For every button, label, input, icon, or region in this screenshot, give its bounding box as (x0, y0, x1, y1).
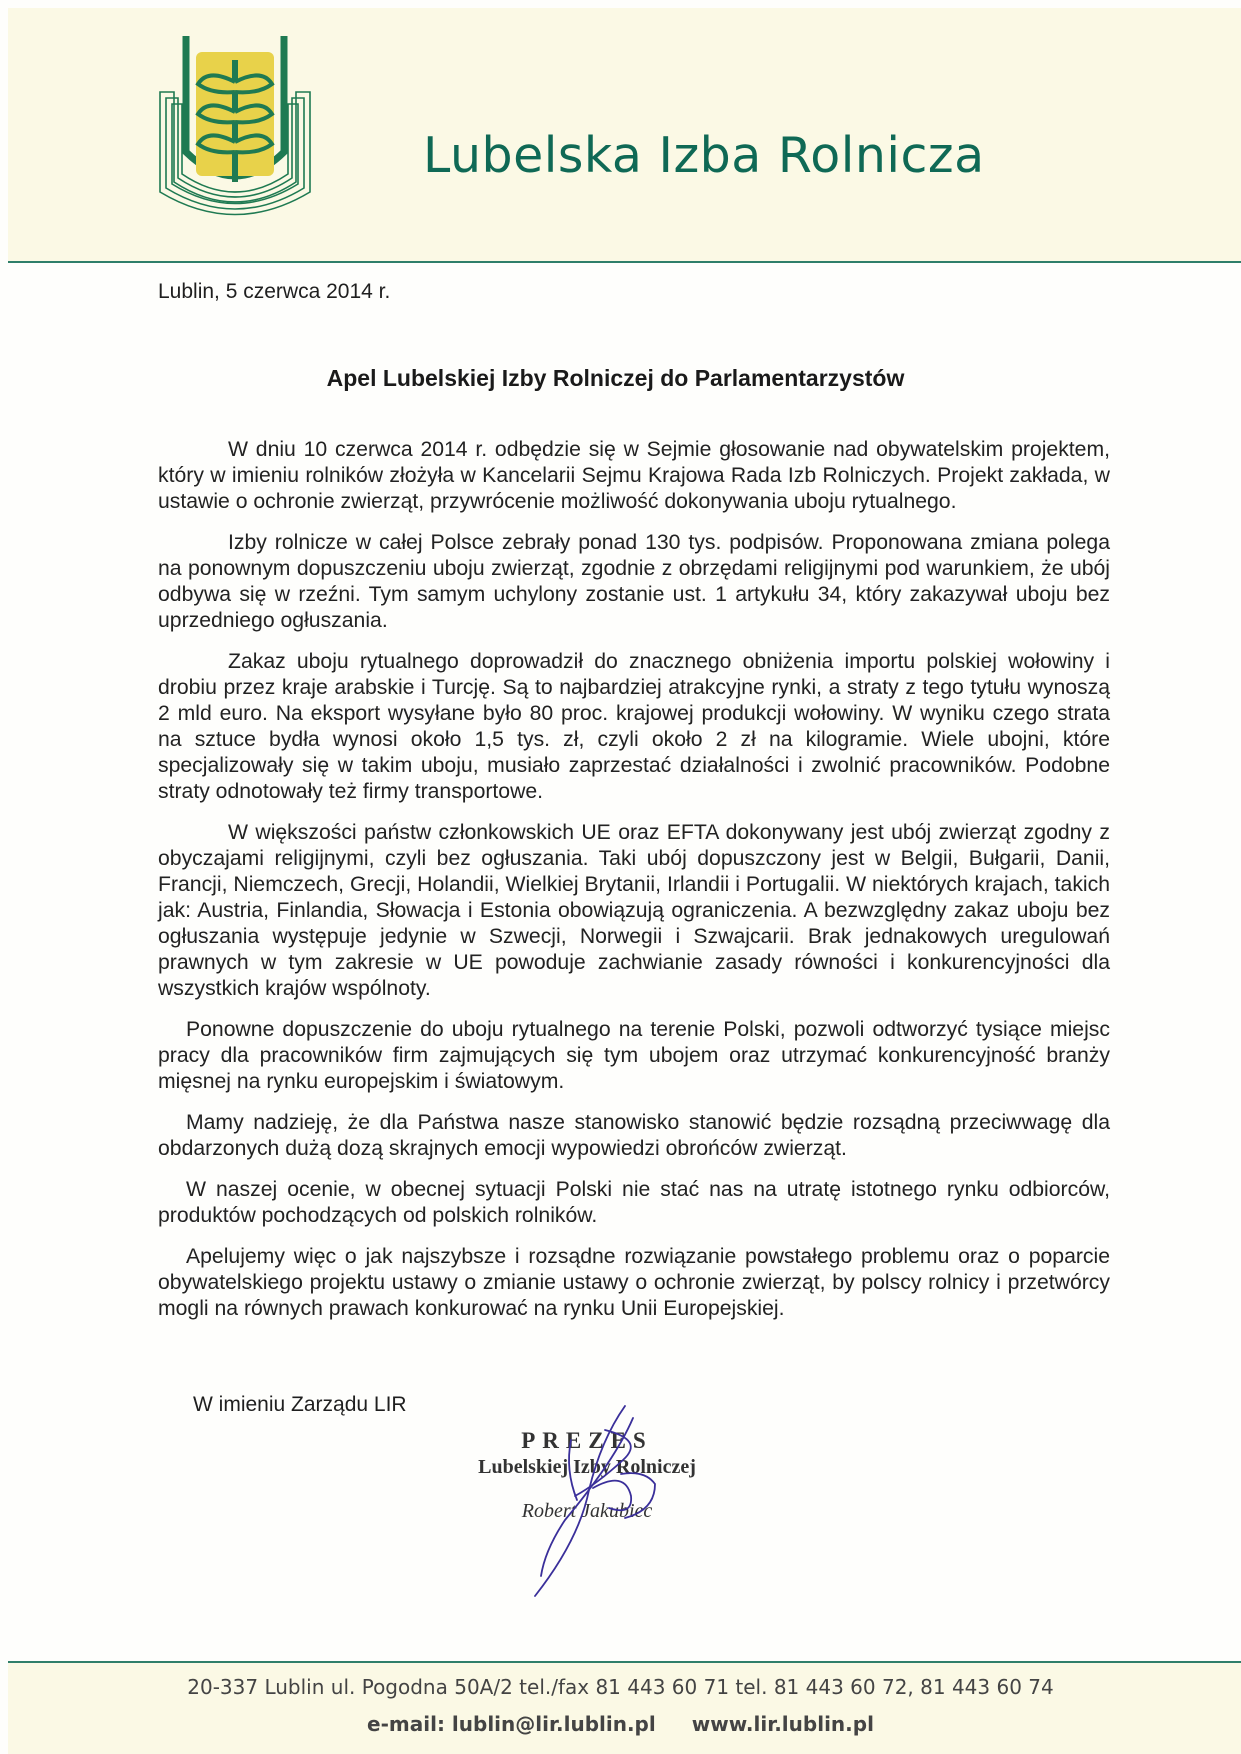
body-paragraph: W dniu 10 czerwca 2014 r. odbędzie się w Sejmie głosowanie nad obywatelskim projektem, który w imieniu rolników złożyła w Kancelarii Sejmu Krajowa Rada Izb Rolniczych. Projekt zakłada, w ustawie o ochronie zwierząt, przywrócenie możliwość dokonywania uboju rytualnego. (158, 438, 1110, 513)
body-paragraph: Zakaz uboju rytualnego doprowadził do znacznego obniżenia importu polskiej wołowiny i drobiu przez kraje arabskie i Turcję. Są to najbardziej atrakcyjne rynki, a straty z tego tytułu wynoszą 2 mld euro. Na eksport wysyłane było 80 proc. krajowej produkcji wołowiny. W wyniku czego strata na sztuce bydła wynosi około 1,5 tys. zł, czyli około 2 zł na kilogramie. Wiele ubojni, które specjalizowały się w takim uboju, musiało zaprzestać działalności i zwolnić pracowników. Podobne straty odnotowały też firmy transportowe. (158, 650, 1110, 803)
stamp-title: PREZES (521, 1428, 653, 1453)
wheat-ear-logo-icon (156, 32, 314, 238)
stamp-organization: Lubelskiej Izby Rolniczej (478, 1456, 696, 1478)
letter-date: Lublin, 5 czerwca 2014 r. (158, 280, 391, 303)
organization-name: Lubelska Izba Rolnicza (423, 127, 985, 184)
body-paragraph: Ponowne dopuszczenie do uboju rytualnego na terenie Polski, pozwoli odtworzyć tysiące miejsc pracy dla pracowników firm zajmujących się tym ubojem oraz utrzymać konkurencyjność branży mięsnej na rynku europejskim i światowym. (158, 1018, 1110, 1093)
letter-title: Apel Lubelskiej Izby Rolniczej do Parlamentarzystów (326, 365, 905, 391)
body-paragraph: Izby rolnicze w całej Polsce zebrały ponad 130 tys. podpisów. Proponowana zmiana polega na ponownym dopuszczeniu uboju zwierząt, zgodnie z obrzędami religijnymi pod warunkiem, że ubój odbywa się w rzeźni. Tym samym uchylony zostanie ust. 1 artykułu 34, który zakazywał uboju bez uprzedniego ogłuszania. (158, 531, 1110, 632)
footer-website[interactable]: www.lir.lublin.pl (691, 1712, 874, 1736)
letterhead-divider (8, 261, 1241, 263)
footer-links (0, 1712, 1241, 1736)
body-paragraph: Mamy nadzieję, że dla Państwa nasze stanowisko stanowić będzie rozsądną przeciwwagę dla obdarzonych dużą dozą skrajnych emocji wypowiedzi obrońców zwierząt. (158, 1111, 1110, 1160)
body-paragraph: W naszej ocenie, w obecnej sytuacji Polski nie stać nas na utratę istotnego rynku odbiorców, produktów pochodzących od polskich rolników. (158, 1178, 1110, 1227)
footer-contact: 20-337 Lublin ul. Pogodna 50A/2 tel./fax 81 443 60 71 tel. 81 443 60 72, 81 443 60 74 (187, 1675, 1054, 1699)
stamp-name: Robert Jakubiec (521, 1500, 653, 1522)
letter-body (158, 437, 1110, 1337)
signature-intro: W imieniu Zarządu LIR (193, 1393, 407, 1416)
footer-email[interactable]: e-mail: lublin@lir.lublin.pl (367, 1712, 656, 1736)
body-paragraph: Apelujemy więc o jak najszybsze i rozsądne rozwiązanie powstałego problemu oraz o poparcie obywatelskiego projektu ustawy o zmianie ustawy o ochronie zwierząt, by polscy rolnicy i przetwórcy mogli na równych prawach konkurować na rynku Unii Europejskiej. (158, 1245, 1110, 1320)
body-paragraph: W większości państw członkowskich UE oraz EFTA dokonywany jest ubój zwierząt zgodny z obyczajami religijnymi, czyli bez ogłuszania. Taki ubój dopuszczony jest w Belgii, Bułgarii, Danii, Francji, Niemczech, Grecji, Holandii, Wielkiej Brytanii, Irlandii i Portugalii. W niektórych krajach, takich jak: Austria, Finlandia, Słowacja i Estonia obowiązują ograniczenia. A bezwzględny zakaz uboju bez ogłuszania występuje jedynie w Szwecji, Norwegii i Szwajcarii. Brak jednakowych uregulowań prawnych w tym zakresie w UE powoduje zachwianie zasady równości i konkurencyjności dla wszystkich krajów wspólnoty. (158, 821, 1110, 1000)
handwritten-signature-icon (505, 1400, 685, 1600)
